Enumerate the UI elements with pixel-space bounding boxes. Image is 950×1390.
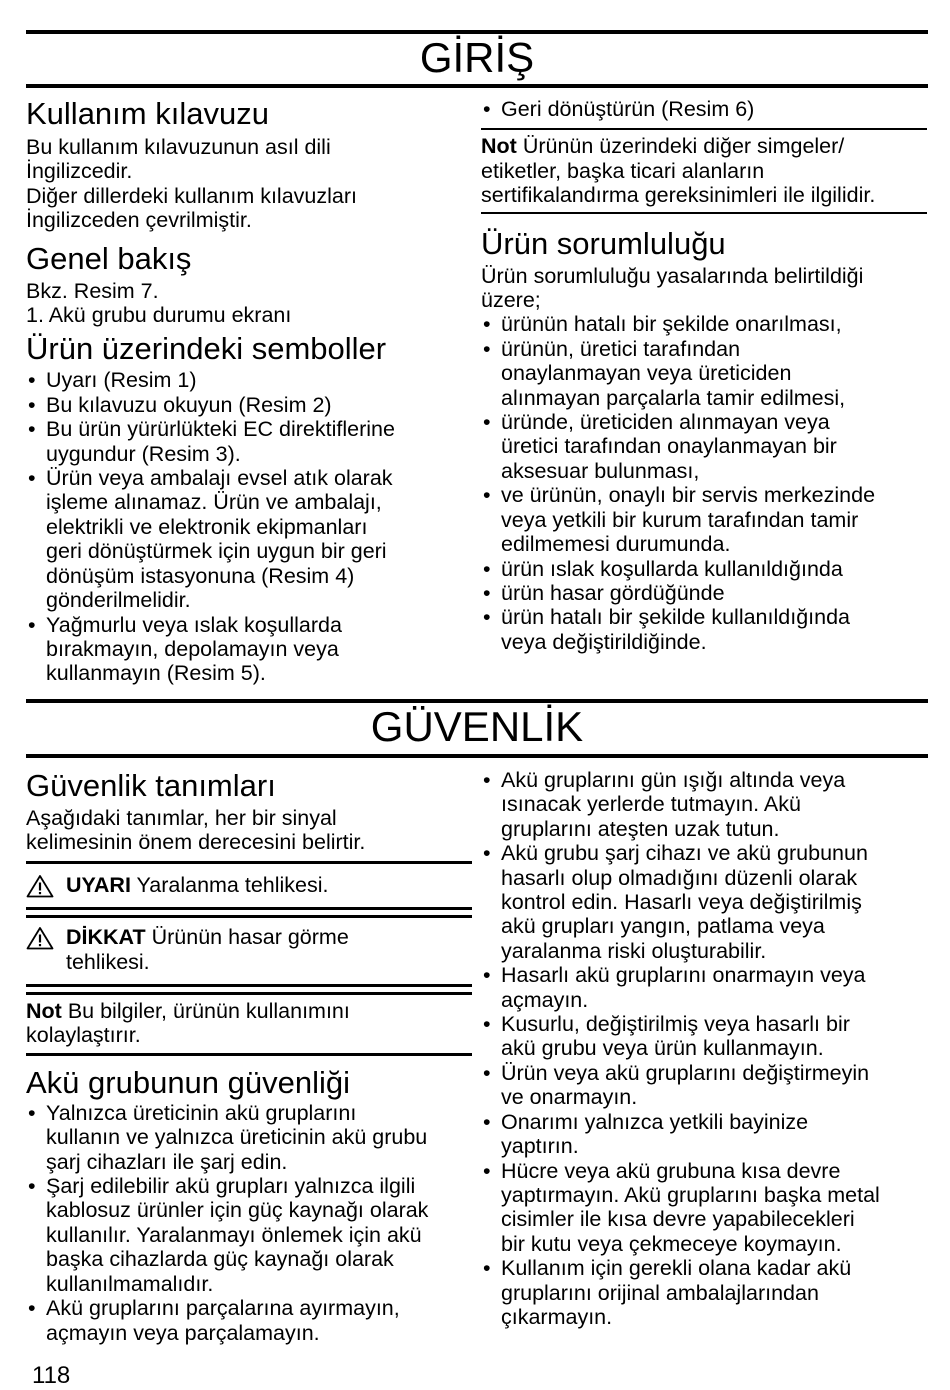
list-item: • Akü gruplarını gün ışığı altında veya ısınacak yerlerde tutmayın. Akü gruplarını ateşten uzak tutun. xyxy=(481,768,927,841)
note-rule-top xyxy=(481,128,927,130)
list-item: • Hasarlı akü gruplarını onarmayın veya açmayın. xyxy=(481,963,927,1012)
intro-note: Not Ürünün üzerindeki diğer simgeler/ etiketler, başka ticari alanların sertifikalandırma gereksinimleri ile ilgilidir. xyxy=(481,134,876,208)
list-item: • Onarımı yalnızca yetkili bayinize yaptırın. xyxy=(481,1110,927,1159)
list-item: • Akü grubu şarj cihazı ve akü grubunun hasarlı olup olmadığını düzenli olarak kontrol edin. Hasarlı veya değiştirilmiş akü grupları yangın, patlama veya yaralanma riski oluşturabilir. xyxy=(481,841,927,963)
battery-list-left xyxy=(26,1101,472,1345)
liability-list xyxy=(481,312,927,654)
section-title-intro: GİRİŞ xyxy=(419,34,535,81)
safety-right-column xyxy=(481,768,927,1329)
list-item: • üründe, üreticiden alınmayan veya üretici tarafından onaylanmayan bir aksesuar bulunması, xyxy=(481,410,927,483)
caution-triangle-icon xyxy=(26,926,54,950)
list-item: • Uyarı (Resim 1) xyxy=(26,368,472,392)
liability-heading: Ürün sorumluluğu xyxy=(481,225,726,261)
safety-note: Not Bu bilgiler, ürünün kullanımını kolaylaştırır. xyxy=(26,999,350,1048)
intro-right-column xyxy=(481,97,927,654)
page-number: 118 xyxy=(32,1362,71,1389)
warning-rule-bottom xyxy=(26,907,472,910)
battery-heading: Akü grubunun güvenliği xyxy=(26,1064,351,1100)
safety-title-rule xyxy=(26,754,928,758)
list-item: • Ürün veya akü gruplarını değiştirmeyin ve onarmayın. xyxy=(481,1061,927,1110)
caution-row: DİKKAT Ürünün hasar görme tehlikesi. xyxy=(26,925,472,974)
list-item: • Bu ürün yürürlükteki EC direktiflerine uygundur (Resim 3). xyxy=(26,417,472,466)
note-label: Not xyxy=(481,134,517,159)
list-item: • ürünün hatalı bir şekilde onarılması, xyxy=(481,312,927,336)
liability-intro: Ürün sorumluluğu yasalarında belirtildiği üzere; xyxy=(481,263,864,313)
list-item: • Ürün veya ambalajı evsel atık olarak işleme alınamaz. Ürün ve ambalajı, elektrikli ve elektronik ekipmanları geri dönüştürmek için uygun bir geri dönüşüm istasyonuna (Resim 4) gönderilmelidir. xyxy=(26,466,472,612)
list-item: • ürün hasar gördüğünde xyxy=(481,581,927,605)
list-item: • Bu kılavuzu okuyun (Resim 2) xyxy=(26,393,472,417)
symbols-list xyxy=(26,368,472,685)
list-item: • Yağmurlu veya ıslak koşullarda bırakmayın, depolamayın veya kullanmayın (Resim 5). xyxy=(26,613,472,686)
symbols-heading: Ürün üzerindeki semboller xyxy=(26,331,387,367)
warning-rule-top xyxy=(26,861,472,864)
intro-left-column xyxy=(26,96,472,686)
safety-left-column xyxy=(26,768,472,1345)
list-item: • Hücre veya akü grubuna kısa devre yaptırmayın. Akü gruplarını başka metal cisimler ile kısa devre yapabilecekleri bir kutu veya çekmeceye koymayın. xyxy=(481,1159,927,1257)
list-item: • Yalnızca üreticinin akü gruplarını kullanın ve yalnızca üreticinin akü grubu şarj cihazları ile şarj edin. xyxy=(26,1101,472,1174)
warning-row: UYARI Yaralanma tehlikesi. xyxy=(26,873,472,897)
list-item: • ürünün, üretici tarafından onaylanmayan veya üreticiden alınmayan parçalarla tamir edilmesi, xyxy=(481,337,927,410)
list-item: • Kullanım için gerekli olana kadar akü gruplarını orijinal ambalajlarından çıkarmayın. xyxy=(481,1256,927,1329)
manual-heading: Kullanım kılavuzu xyxy=(26,96,269,131)
caution-rule-bottom xyxy=(26,984,472,987)
manual-text: Bu kullanım kılavuzunun asıl dili İngilizcedir. Diğer dillerdeki kullanım kılavuzları İngilizceden çevrilmiştir. xyxy=(26,135,357,233)
list-item: • ve ürünün, onaylı bir servis merkezinde veya yetkili bir kurum tarafından tamir edilmemesi durumunda. xyxy=(481,483,927,556)
list-item: • Geri dönüştürün (Resim 6) xyxy=(481,97,927,121)
safety-note-rule-top xyxy=(26,992,472,995)
battery-list-right xyxy=(481,768,927,1329)
list-item: • ürün hatalı bir şekilde kullanıldığında veya değiştirildiğinde. xyxy=(481,605,927,654)
list-item: • Kusurlu, değiştirilmiş veya hasarlı bir akü grubu veya ürün kullanmayın. xyxy=(481,1012,927,1061)
overview-heading: Genel bakış xyxy=(26,240,192,276)
note-rule-bottom xyxy=(481,212,927,214)
list-item: • ürün ıslak koşullarda kullanıldığında xyxy=(481,557,927,581)
definitions-heading: Güvenlik tanımları xyxy=(26,768,276,803)
definitions-text: Aşağıdaki tanımlar, her bir sinyal kelimesinin önem derecesini belirtir. xyxy=(26,806,366,855)
warning-triangle-icon xyxy=(26,874,54,898)
list-item: • Akü gruplarını parçalarına ayırmayın, açmayın veya parçalamayın. xyxy=(26,1296,472,1345)
list-item: • Şarj edilebilir akü grupları yalnızca ilgili kablosuz ürünler için güç kaynağı olarak kullanılır. Yaralanmayı önlemek için akü başka cihazlarda güç kaynağı olarak kullanılmamalıdır. xyxy=(26,1174,472,1296)
caution-label: DİKKAT xyxy=(66,925,146,950)
recycle-list xyxy=(481,97,927,121)
warning-label: UYARI xyxy=(66,872,131,897)
caution-rule-top xyxy=(26,915,472,918)
overview-text: Bkz. Resim 7. 1. Akü grubu durumu ekranı xyxy=(26,278,292,328)
safety-note-rule-bottom xyxy=(26,1053,472,1056)
section-title-safety: GÜVENLİK xyxy=(370,703,584,750)
safety-note-label: Not xyxy=(26,999,62,1024)
intro-title-rule xyxy=(26,84,928,88)
